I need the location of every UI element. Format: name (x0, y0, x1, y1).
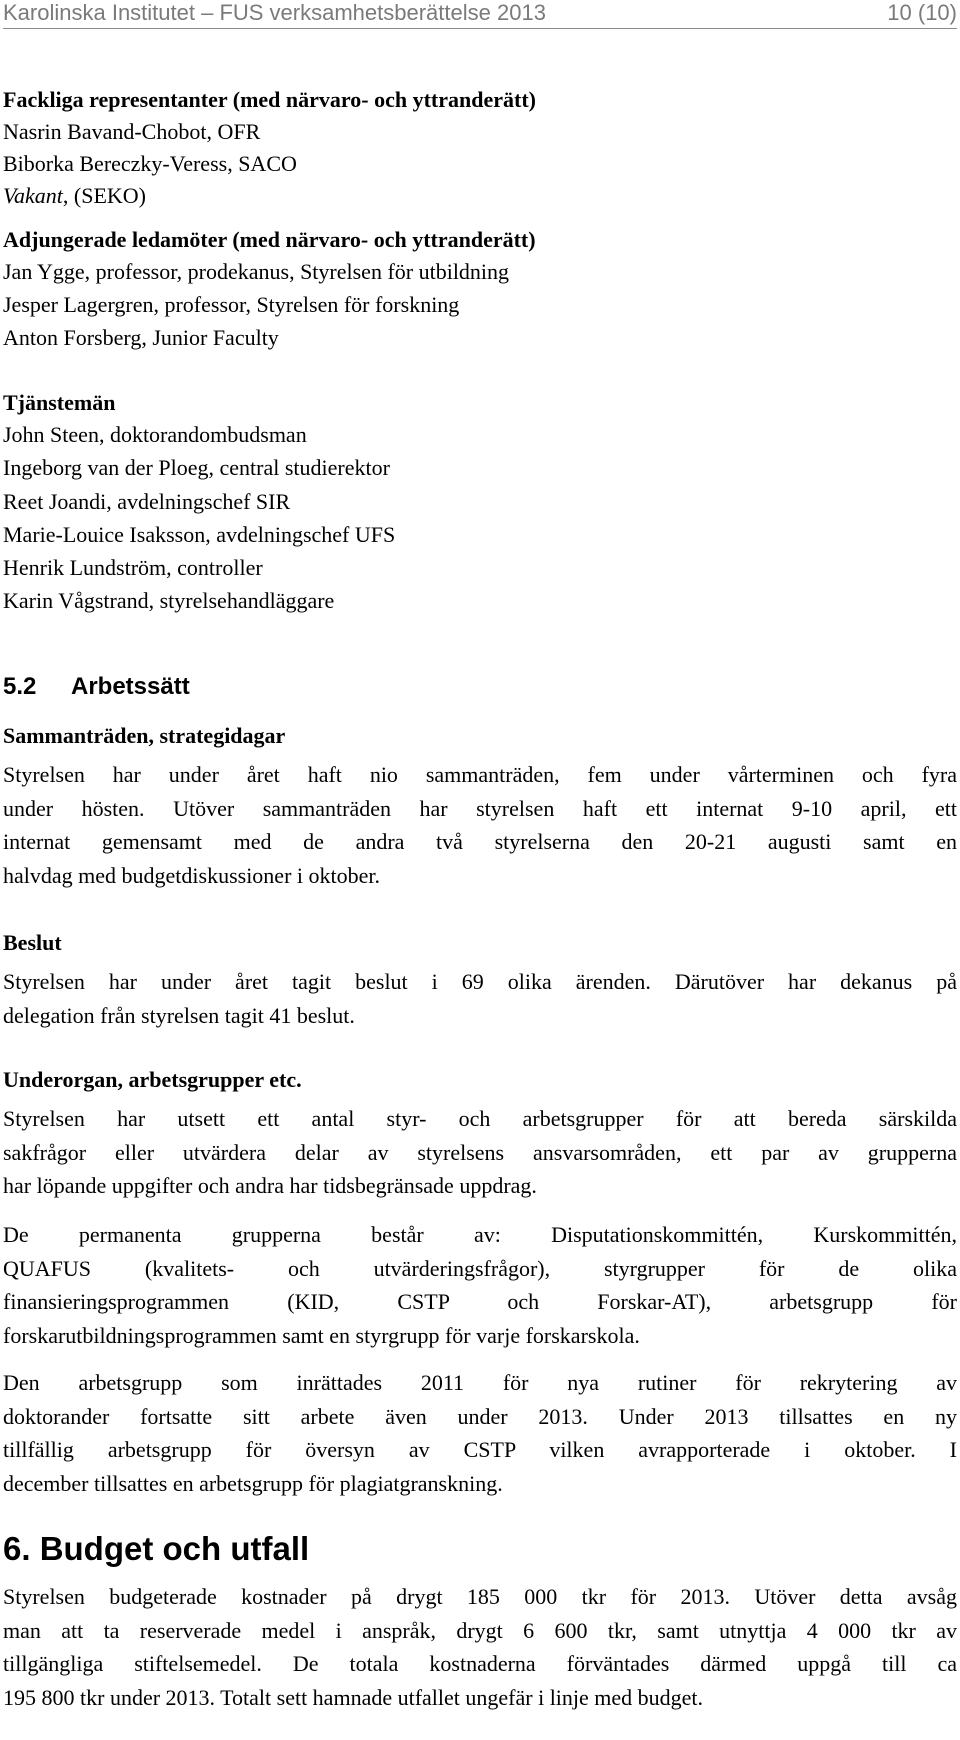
page-header (3, 0, 957, 29)
subgroups-paragraph-2 (3, 1218, 957, 1352)
text-line: man att ta reserverade medel i anspråk, drygt 6 600 tkr, samt utnyttja 4 000 tkr av (3, 1617, 957, 1643)
vacant-label: Vakant (3, 183, 63, 208)
union-member: Nasrin Bavand-Chobot, OFR (3, 119, 261, 144)
text-line: tillgängliga stiftelsemedel. De totala kostnaderna förväntades därmed uppgå till ca (3, 1651, 957, 1676)
text-line: halvdag med budgetdiskussioner i oktober. (3, 862, 380, 888)
official-member: Marie-Louice Isaksson, avdelningschef UFS (3, 522, 396, 547)
text-line: Styrelsen har under året haft nio sammanträden, fem under vårterminen och fyra (3, 762, 957, 787)
text-line: har löpande uppgifter och andra har tidsbegränsade uppdrag. (3, 1173, 537, 1198)
meetings-heading: Sammanträden, strategidagar (3, 723, 286, 748)
text-line: Styrelsen har under året tagit beslut i 69 olika ärenden. Därutöver har dekanus på (3, 969, 957, 994)
text-line: december tillsattes en arbetsgrupp för plagiatgranskning. (3, 1470, 503, 1496)
text-line: QUAFUS (kvalitets- och utvärderingsfrågor), styrgrupper för de olika (3, 1255, 957, 1281)
official-member: Henrik Lundström, controller (3, 555, 263, 580)
vacant-union: , (SEKO) (62, 183, 146, 208)
text-line: Styrelsen har utsett ett antal styr- och arbetsgrupper för att bereda särskilda (3, 1106, 957, 1131)
text-line: internat gemensamt med de andra två styrelserna den 20-21 augusti samt en (3, 829, 957, 854)
official-member: Ingeborg van der Ploeg, central studierektor (3, 455, 390, 480)
section-heading-5-2 (3, 673, 190, 701)
text-line: sakfrågor eller utvärdera delar av styrelsens ansvarsområden, ett par av grupperna (3, 1139, 957, 1165)
text-line: tillfällig arbetsgrupp för översyn av CSTP vilken avrapporterade i oktober. I (3, 1437, 957, 1462)
union-member-vacant (3, 182, 146, 210)
text-line: finansieringsprogrammen (KID, CSTP och Forskar-AT), arbetsgrupp för (3, 1289, 957, 1314)
subgroups-paragraph-1 (3, 1102, 957, 1203)
adjunct-member: Jan Ygge, professor, prodekanus, Styrelsen för utbildning (3, 259, 510, 284)
text-line: delegation från styrelsen tagit 41 beslut. (3, 1002, 355, 1028)
section-title: Arbetssätt (71, 673, 190, 700)
official-member: Karin Vågstrand, styrelsehandläggare (3, 588, 335, 613)
subgroups-heading: Underorgan, arbetsgrupper etc. (3, 1067, 302, 1092)
text-line: Den arbetsgrupp som inrättades 2011 för nya rutiner för rekrytering av (3, 1370, 957, 1395)
decisions-paragraph (3, 965, 957, 1032)
official-member: Reet Joandi, avdelningschef SIR (3, 489, 291, 514)
officials-heading: Tjänstemän (3, 390, 116, 415)
header-title: Karolinska Institutet – FUS verksamhetsberättelse 2013 (3, 0, 546, 25)
text-line: under hösten. Utöver sammanträden har styrelsen haft ett internat 9-10 april, ett (3, 795, 957, 821)
text-line: doktorander fortsatte sitt arbete även under 2013. Under 2013 tillsattes en ny (3, 1403, 957, 1429)
meetings-paragraph (3, 758, 957, 892)
page-number: 10 (10) (887, 0, 957, 25)
adjunct-heading: Adjungerade ledamöter (med närvaro- och yttranderätt) (3, 227, 536, 252)
section-heading-6: 6. Budget och utfall (3, 1530, 310, 1567)
section-number: 5.2 (3, 673, 37, 700)
union-heading: Fackliga representanter (med närvaro- och yttranderätt) (3, 87, 536, 112)
official-member: John Steen, doktorandombudsman (3, 422, 307, 447)
budget-paragraph (3, 1580, 957, 1714)
adjunct-member: Anton Forsberg, Junior Faculty (3, 325, 279, 350)
text-line: 195 800 tkr under 2013. Totalt sett hamnade utfallet ungefär i linje med budget. (3, 1684, 704, 1710)
text-line: forskarutbildningsprogrammen samt en styrgrupp för varje forskarskola. (3, 1322, 640, 1348)
decisions-heading: Beslut (3, 930, 62, 955)
subgroups-paragraph-3 (3, 1366, 957, 1500)
adjunct-member: Jesper Lagergren, professor, Styrelsen för forskning (3, 292, 460, 317)
union-member: Biborka Bereczky-Veress, SACO (3, 151, 297, 176)
text-line: De permanenta grupperna består av: Disputationskommittén, Kurskommittén, (3, 1222, 957, 1247)
text-line: Styrelsen budgeterade kostnader på drygt 185 000 tkr för 2013. Utöver detta avsåg (3, 1584, 957, 1609)
